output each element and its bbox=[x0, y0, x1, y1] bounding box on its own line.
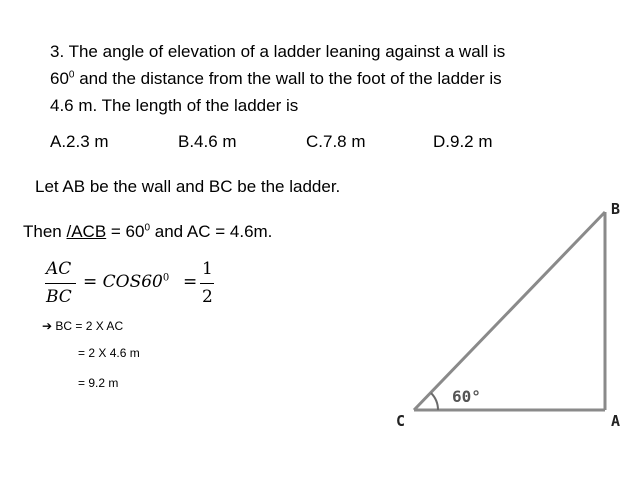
option-b[interactable]: B.4.6 m bbox=[178, 132, 237, 151]
angle-value: 60 bbox=[50, 69, 69, 88]
cos-text: = COS60 bbox=[83, 272, 163, 292]
then-post-text: and AC = 4.6m. bbox=[150, 222, 273, 241]
question-line-2-text: and the distance from the wall to the foot of the ladder is bbox=[74, 69, 502, 88]
vertex-label-b: B bbox=[611, 200, 621, 218]
vertex-label-c: C bbox=[396, 412, 406, 430]
solution-intro: Let AB be the wall and BC be the ladder. bbox=[35, 177, 341, 196]
angle-arc bbox=[431, 393, 438, 410]
degree-sup: 0 bbox=[68, 69, 75, 81]
then-mid-text: = 60 bbox=[106, 222, 145, 241]
step-3: = 9.2 m bbox=[78, 376, 119, 390]
half-denominator: 2 bbox=[202, 287, 213, 307]
then-degree-sup: 0 bbox=[144, 222, 151, 234]
ladder-bc-line bbox=[414, 212, 605, 410]
angle-acb: /ACB bbox=[66, 222, 107, 241]
then-text: Then bbox=[23, 222, 67, 241]
step-1-text: BC = 2 X AC bbox=[55, 319, 124, 333]
option-a[interactable]: A.2.3 m bbox=[50, 132, 109, 151]
arrow-icon: ➔ bbox=[42, 319, 53, 333]
fraction-numerator: AC bbox=[46, 259, 72, 279]
vertex-label-a: A bbox=[611, 412, 621, 430]
option-d[interactable]: D.9.2 m bbox=[433, 132, 493, 151]
question-line-1: 3. The angle of elevation of a ladder leaning against a wall is bbox=[50, 42, 506, 61]
equals-sign: = bbox=[183, 272, 198, 292]
fraction-denominator: BC bbox=[46, 287, 72, 307]
angle-label: 60° bbox=[452, 387, 481, 406]
step-2: = 2 X 4.6 m bbox=[78, 346, 140, 360]
cos-degree-sup: 0 bbox=[162, 272, 170, 284]
half-numerator: 1 bbox=[202, 259, 213, 279]
option-c[interactable]: C.7.8 m bbox=[306, 132, 366, 151]
question-line-3: 4.6 m. The length of the ladder is bbox=[50, 96, 299, 115]
